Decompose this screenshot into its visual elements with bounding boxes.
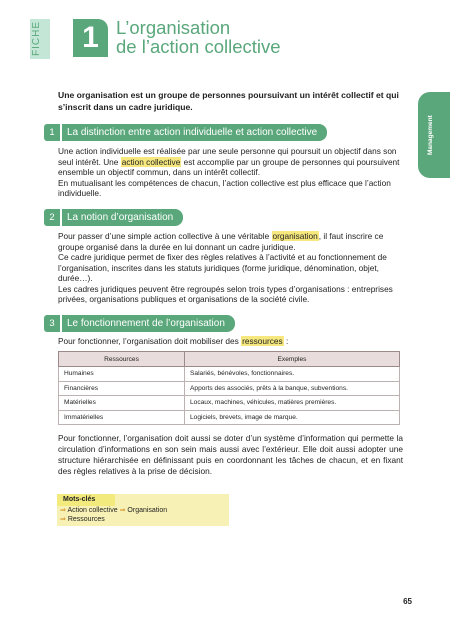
paragraph — [58, 336, 403, 347]
table-header-row — [59, 352, 400, 367]
keywords-line — [60, 506, 230, 515]
text: est accomplie par un groupe de personnes qui poursuivent ensemble un objectif commun, dans un intérêt collectif. — [58, 156, 400, 177]
section-title: La notion d’organisation — [62, 209, 183, 226]
table-row — [59, 367, 400, 382]
paragraph — [58, 231, 403, 252]
text: , il faut inscrire ce groupe organisé dans la durée en lui donnant un cadre juridique. — [58, 231, 384, 252]
section-3-intro — [58, 336, 403, 347]
highlight-term: organisation — [272, 231, 318, 241]
table-row — [59, 410, 400, 425]
paragraph: Les cadres juridiques peuvent être regroupés selon trois types d’organisations : entreprises privées, organisations publiques et organisations de la société civile. — [58, 283, 393, 304]
section-2-heading — [44, 209, 183, 226]
table-cell: Logiciels, brevets, image de marque. — [185, 410, 400, 425]
keywords-list — [60, 506, 230, 524]
table-header: Exemples — [185, 352, 400, 367]
text: Une action individuelle est réalisée par une seule personne qui poursuit un objectif dans son seul intérêt. Une — [58, 146, 397, 167]
paragraph: Ce cadre juridique permet de fixer des règles relatives à l’activité et au fonctionnement de l’organisation, inscrites dans les statuts juridiques (forme juridique, dénomination, objet, durée…). — [58, 252, 387, 283]
side-tab-label: Management — [427, 115, 434, 155]
section-1-body — [58, 146, 403, 199]
table-cell: Matérielles — [59, 396, 185, 411]
paragraph — [58, 146, 403, 178]
arrow-icon: ⇒ — [119, 507, 126, 514]
keyword-link[interactable]: Action collective — [67, 507, 118, 514]
highlight-term: ressources — [242, 336, 283, 346]
table-cell: Humaines — [59, 367, 185, 382]
keywords-title: Mots-clés — [57, 494, 115, 506]
keyword-link[interactable]: Organisation — [127, 507, 168, 514]
table-cell: Financières — [59, 381, 185, 396]
table-header: Ressources — [59, 352, 185, 367]
table-row — [59, 396, 400, 411]
section-3-heading — [44, 315, 235, 332]
table-cell: Salariés, bénévoles, fonctionnaires. — [185, 367, 400, 382]
highlight-term: action collective — [121, 156, 181, 167]
section-number: 2 — [44, 209, 60, 226]
section-number: 3 — [44, 315, 60, 332]
intro-text: Une organisation est un groupe de personnes poursuivant un intérêt collectif et qui s’inscrit dans un cadre juridique. — [58, 90, 399, 112]
table-cell: Immatérielles — [59, 410, 185, 425]
section-1-heading — [44, 124, 327, 141]
text: Pour passer d’une simple action collective à une véritable — [58, 231, 272, 241]
text: : — [283, 336, 289, 346]
section-2-body — [58, 231, 403, 305]
keywords-line — [60, 515, 230, 524]
fiche-number: 1 — [73, 19, 108, 57]
paragraph: En mutualisant les compétences de chacun, l’action collective est plus efficace que l’action individuelle. — [58, 177, 391, 198]
title-line-2: de l’action collective — [116, 36, 281, 57]
resources-table — [58, 351, 400, 425]
fiche-label: FICHE — [31, 21, 42, 57]
paragraph: Pour fonctionner, l’organisation doit aussi se doter d’un système d’information qui permette la circulation d’informations en son sein mais aussi avec l’extérieur. Elle doit aussi adopter une structure hiérarchisée en définissant puis en coordonnant les tâches de chacun, et en fixant des règles relatives à la prise de décision. — [58, 433, 403, 476]
arrow-icon: ⇒ — [60, 516, 66, 523]
arrow-icon: ⇒ — [60, 507, 66, 514]
table-row — [59, 381, 400, 396]
section-title: Le fonctionnement de l’organisation — [62, 315, 235, 332]
section-number: 1 — [44, 124, 60, 141]
text: Pour fonctionner, l’organisation doit mobiliser des — [58, 336, 242, 346]
table-cell: Apports des associés, prêts à la banque, subventions. — [185, 381, 400, 396]
section-3-body — [58, 433, 403, 477]
page-number: 65 — [403, 597, 412, 606]
page-title — [116, 18, 376, 56]
title-line-1: L’organisation — [116, 17, 231, 38]
section-title: La distinction entre action individuelle et action collective — [62, 124, 327, 141]
keyword-link[interactable]: Ressources — [67, 516, 105, 523]
side-tab[interactable] — [418, 92, 450, 178]
table-cell: Locaux, machines, véhicules, matières premières. — [185, 396, 400, 411]
